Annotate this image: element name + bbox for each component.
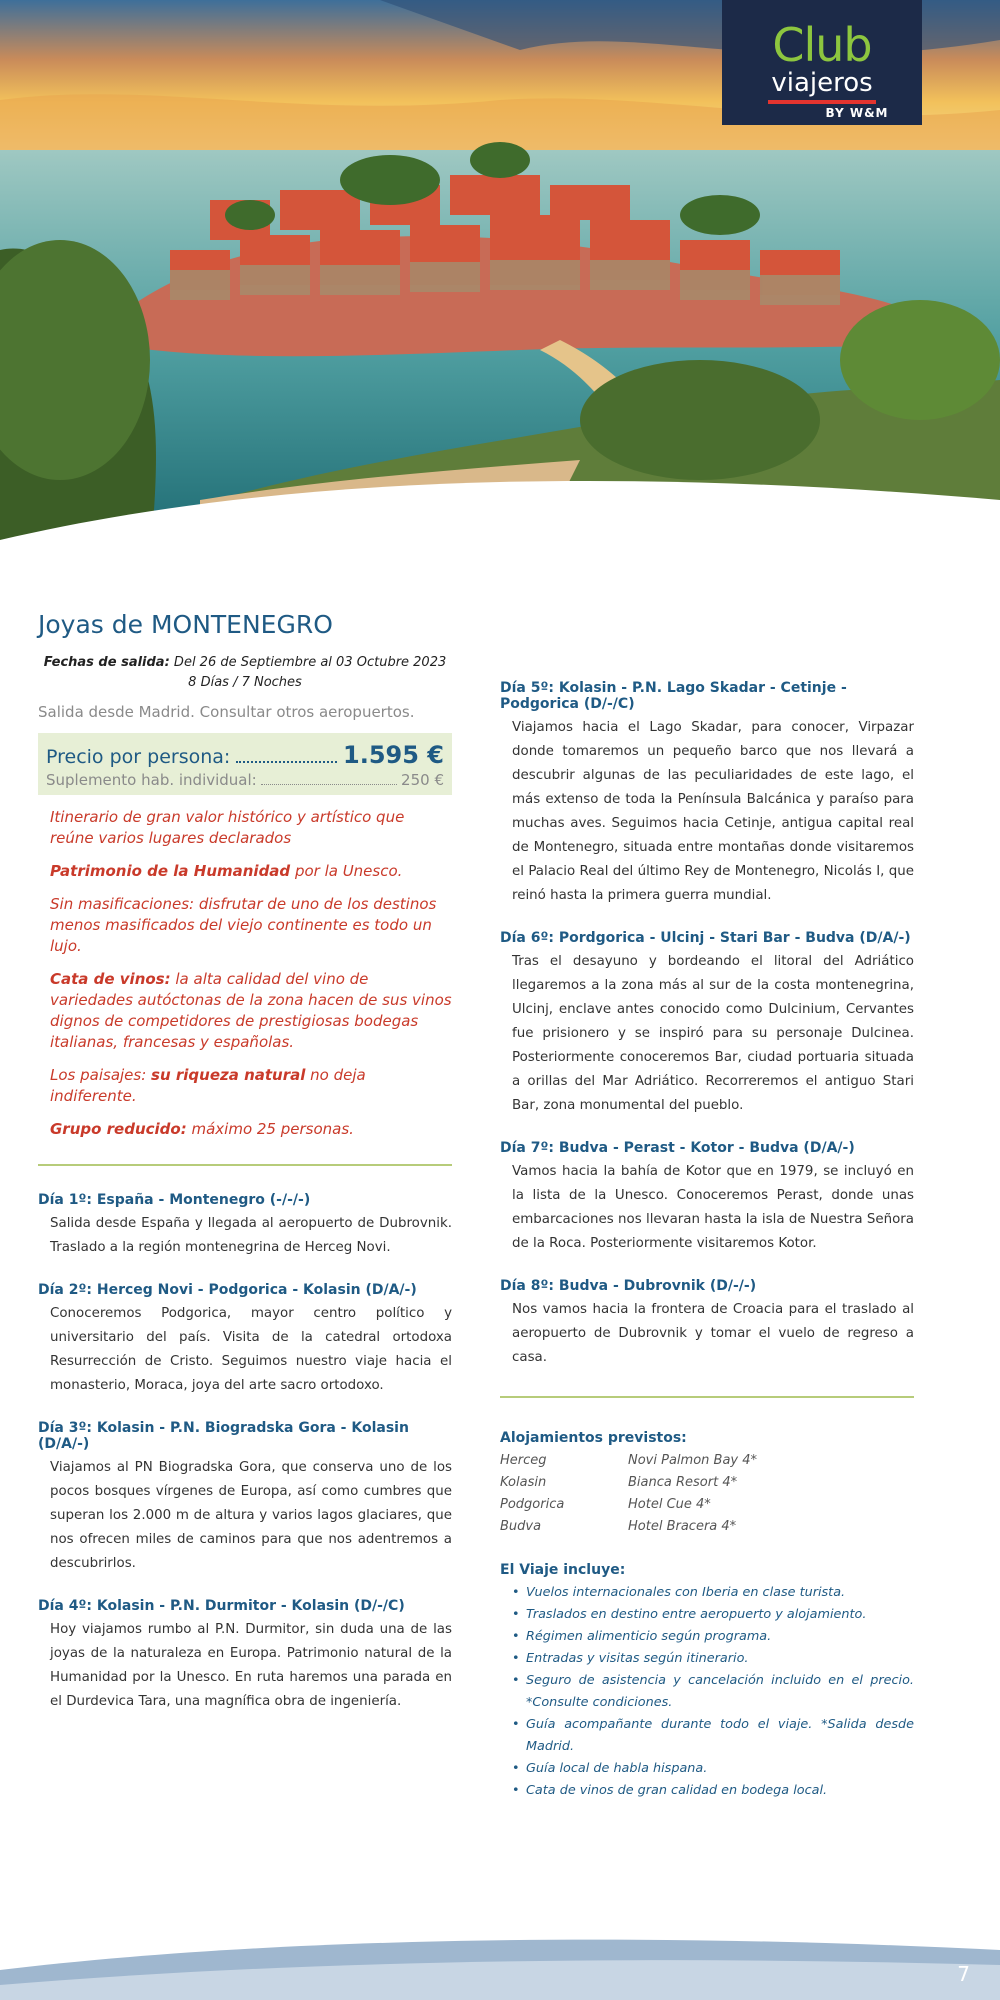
highlight-item [50,861,452,882]
city-cell: Herceg [500,1453,547,1468]
itinerary-day [500,1140,914,1256]
duration: 8 Días / 7 Noches [188,675,302,690]
itinerary-day [38,1598,452,1714]
logo-red-bar [768,100,876,104]
highlight-item [50,807,452,849]
day-text: Conoceremos Podgorica, mayor centro político y universitario del país. Visita de la catedral ortodoxa Resurrección de Cristo. Seguimos nuestro viaje hacia el monasterio, Moraca, joya del arte sacro ortodoxo. [50,1306,452,1393]
day-title: Día 2º: Herceg Novi - Podgorica - Kolasin (D/A/-) [38,1282,417,1298]
highlight-item [50,1065,452,1107]
table-row [500,1450,757,1472]
day-text: Tras el desayuno y bordeando el litoral del Adriático llegaremos a la zona más al sur de la costa montenegrina, Ulcinj, enclave antes conocido como Dulcinium, Cervantes fue prisionero y se inspiró para su personaje Dulcinea. Posteriormente conoceremos Bar, ciudad portuaria situada a orillas del Mar Adriático. Recorreremos el antiguo Stari Bar, zona monumental del pueblo. [512,954,914,1113]
highlight-text: Sin masificaciones: disfrutar de uno de los destinos menos masificados del viejo continente es todo un lujo. [50,895,437,955]
left-column [38,610,452,1736]
departure-note: Consultar otros aeropuertos. [194,703,415,721]
itinerary-day [38,1420,452,1576]
list-item: • Traslados en destino entre aeropuerto y alojamiento. [512,1604,914,1626]
highlight-text: no deja indiferente. [50,1066,366,1105]
page-number: 7 [957,1962,970,1986]
city-cell: Podgorica [500,1497,565,1512]
day-title: Día 4º: Kolasin - P.N. Durmitor - Kolasin (D/-/C) [38,1598,405,1614]
section-divider [38,1164,452,1166]
price-row [46,741,444,769]
includes-section [500,1562,914,1802]
day-text: Viajamos al PN Biogradska Gora, que conserva uno de los pocos bosques vírgenes de Europa, así como cumbres que superan los 2.000 m de altura y varios lagos glaciares, que nos ofrecen miles de caminos para que nos adentremos a descubrirlos. [50,1460,452,1571]
hotel-cell: Novi Palmon Bay 4* [628,1453,758,1468]
table-row [500,1494,757,1516]
list-item: • Guía local de habla hispana. [512,1758,914,1780]
club-viajeros-logo [722,0,922,125]
list-item: • Vuelos internacionales con Iberia en clase turista. [512,1582,914,1604]
city-cell: Kolasin [500,1475,547,1490]
supplement-label: Suplemento hab. individual: [46,771,257,789]
highlight-bold: Grupo reducido: [50,1120,187,1138]
table-row [500,1472,757,1494]
itinerary-day [38,1192,452,1260]
day-title: Día 8º: Budva - Dubrovnik (D/-/-) [500,1278,757,1294]
day-text: Vamos hacia la bahía de Kotor que en 1979, se incluyó en la lista de la Unesco. Conoceremos Perast, donde unas embarcaciones nos llevaran hasta la isla de Nuestra Señora de la Roca. Posteriormente visitaremos Kotor. [512,1164,914,1251]
day-title: Día 6º: Pordgorica - Ulcinj - Stari Bar - Budva (D/A/-) [500,930,911,946]
hotel-cell: Hotel Bracera 4* [628,1519,737,1534]
highlight-text: la alta calidad del vino de variedades autóctonas de la zona hacen de sus vinos dignos de competidores de prestigiosas bodegas italianas, francesas y españolas. [50,970,452,1051]
dates-label: Fechas de salida: [43,655,170,670]
highlight-bold: Patrimonio de la Humanidad [50,862,291,880]
table-row [500,1516,757,1538]
day-title: Día 7º: Budva - Perast - Kotor - Budva (D/A/-) [500,1140,855,1156]
list-item: • Guía acompañante durante todo el viaje. *Salida desde Madrid. [512,1714,914,1758]
list-item: • Régimen alimenticio según programa. [512,1626,914,1648]
accommodation-title: Alojamientos previstos: [500,1430,687,1446]
city-cell: Budva [500,1519,542,1534]
highlights-list [38,807,452,1140]
price-amount: 1.595 € [343,741,444,769]
highlight-item [50,969,452,1053]
day-title: Día 5º: Kolasin - P.N. Lago Skadar - Cetinje - Podgorica (D/-/C) [500,680,847,712]
includes-title: El Viaje incluye: [500,1562,626,1578]
includes-list [500,1582,914,1802]
section-divider [500,1396,914,1398]
itinerary-day [38,1282,452,1398]
page-title: Joyas de MONTENEGRO [38,610,333,639]
trip-dates [38,653,452,693]
logo-club-text: Club [772,18,872,72]
price-dots [236,761,337,763]
day-title: Día 1º: España - Montenegro (-/-/-) [38,1192,311,1208]
accommodation-section [500,1430,914,1538]
day-text: Salida desde España y llegada al aeropuerto de Dubrovnik. Traslado a la región montenegrina de Herceg Novi. [50,1216,452,1255]
highlight-text: por la Unesco. [290,862,403,880]
departure-city: Salida desde Madrid. [38,703,195,721]
list-item: • Seguro de asistencia y cancelación incluido en el precio. *Consulte condiciones. [512,1670,914,1714]
highlight-text: Itinerario de gran valor histórico y artístico que reúne varios lugares declarados [50,808,405,847]
supplement-amount: 250 € [401,771,444,789]
highlight-bold: Cata de vinos: [50,970,171,988]
itinerary-day [500,930,914,1118]
logo-viajeros-text: viajeros [771,68,873,98]
right-column [500,680,914,1802]
highlight-item [50,894,452,957]
hotel-cell: Hotel Cue 4* [628,1497,711,1512]
supplement-row [46,771,444,789]
day-title: Día 3º: Kolasin - P.N. Biogradska Gora - Kolasin (D/A/-) [38,1420,409,1452]
highlight-item [50,1119,452,1140]
day-text: Viajamos hacia el Lago Skadar, para conocer, Virpazar donde tomaremos un pequeño barco que nos llevará a descubrir algunas de las peculiaridades de este lago, el más extenso de toda la Península Balcánica y paraíso para muchas aves. Seguimos hacia Cetinje, antigua capital real de Montenegro, situada entre montañas donde visitaremos el Palacio Real del último Rey de Montenegro, Nicolás I, que reinó hasta la primera guerra mundial. [512,720,914,903]
day-text: Nos vamos hacia la frontera de Croacia para el traslado al aeropuerto de Dubrovnik y tomar el vuelo de regreso a casa. [512,1302,914,1365]
itinerary-day [500,1278,914,1370]
hero-photo [0,0,1000,560]
dates-line-1 [38,653,452,673]
price-label: Precio por persona: [46,746,231,768]
hotel-cell: Bianca Resort 4* [628,1475,738,1490]
dates-range: Del 26 de Septiembre al 03 Octubre 2023 [169,655,447,670]
highlight-bold: su riqueza natural [151,1066,306,1084]
price-box [38,733,452,795]
list-item: • Entradas y visitas según itinerario. [512,1648,914,1670]
day-text: Hoy viajamos rumbo al P.N. Durmitor, sin duda una de las joyas de la naturaleza en Europa. Patrimonio natural de la Humanidad por la Unesco. En ruta haremos una parada en el Durdevica Tara, una magnífica obra de ingeniería. [50,1622,452,1709]
supplement-dots [261,784,397,785]
logo-by-text: BY W&M [825,106,889,120]
footer-wave [0,1930,1000,2000]
list-item: • Cata de vinos de gran calidad en bodega local. [512,1780,914,1802]
accommodation-table [500,1450,757,1538]
highlight-pre: Los paisajes: [50,1066,152,1084]
departure-info [38,703,452,721]
highlight-text: máximo 25 personas. [186,1120,354,1138]
itinerary-day [500,680,914,908]
